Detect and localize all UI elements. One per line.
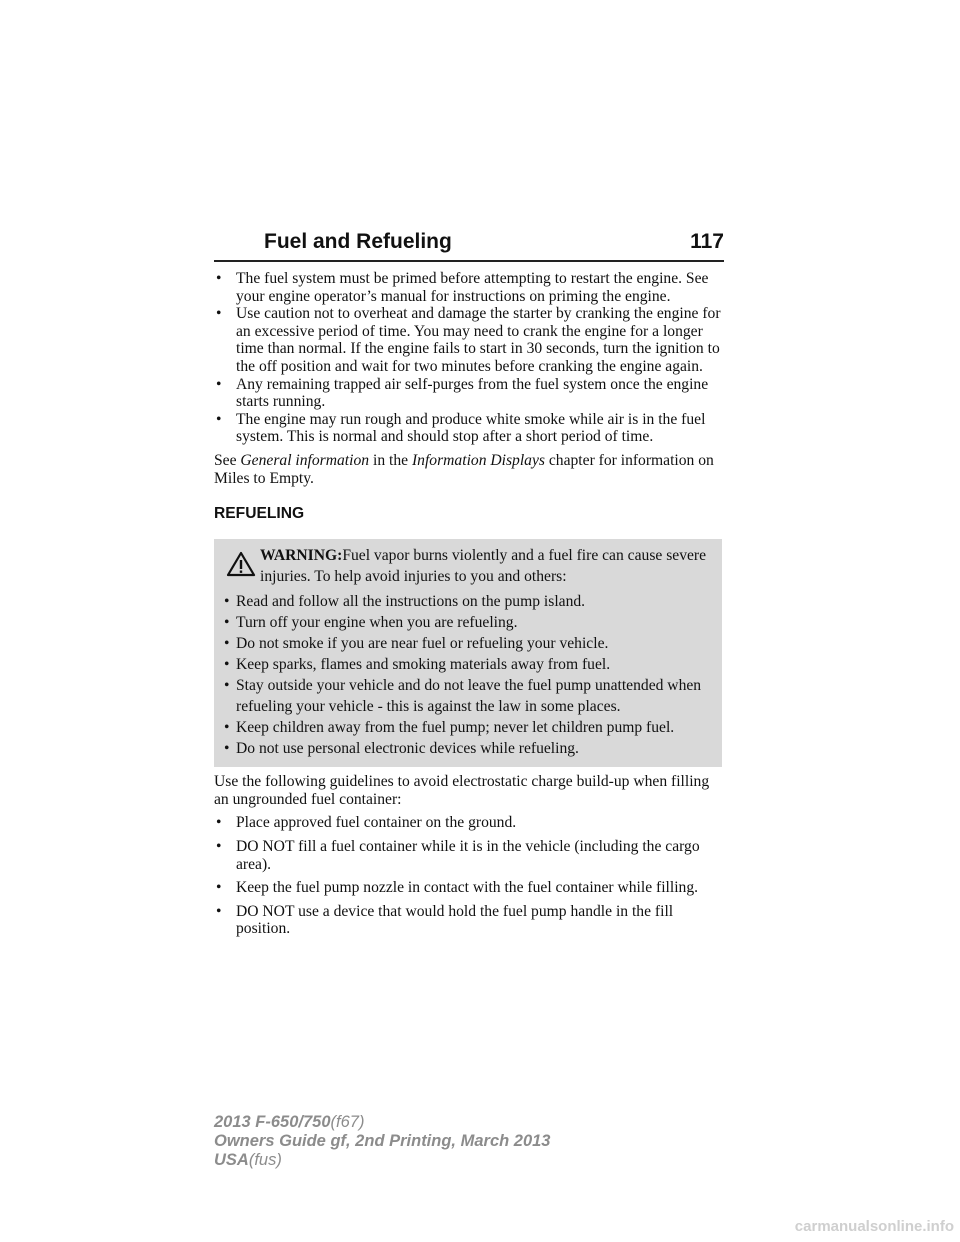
warning-triangle-icon [226,551,256,577]
list-item: • Read and follow all the instructions on the pump island. [224,593,586,611]
list-item: • Do not use personal electronic devices while refueling. [224,740,579,758]
section-heading: REFUELING [214,505,305,523]
warning-box [214,539,722,767]
list-item: • Stay outside your vehicle and do not leave the fuel pump unattended when refueling your vehicle - this is against the law in some places. [224,677,702,716]
watermark: carmanualsonline.info [794,1218,954,1235]
page-header [214,228,724,262]
list-item: • The engine may run rough and produce white smoke while air is in the fuel system. This is normal and should stop after a short period of time. [216,410,706,446]
page-footer [214,1113,551,1170]
warning-label: WARNING: [260,547,343,565]
guidelines-intro: Use the following guidelines to avoid electrostatic charge build-up when filling an ungrounded fuel container: [214,773,710,808]
footer-model-line: 2013 F-650/750(f67) [214,1113,365,1131]
list-item: • Keep children away from the fuel pump; never let children pump fuel. [224,719,675,737]
warning-intro [224,545,712,587]
list-item: • Do not smoke if you are near fuel or refueling your vehicle. [224,635,609,653]
header-rule [214,260,724,262]
list-item: • Any remaining trapped air self-purges from the fuel system once the engine starts running. [216,375,709,411]
reference-general-information: General information [240,451,370,469]
list-item: • DO NOT use a device that would hold the fuel pump handle in the fill position. [216,902,674,938]
warning-list [224,591,712,759]
intro-bullet-list [214,270,726,446]
list-item: • Use caution not to overheat and damage the starter by cranking the engine for an excessive period of time. You may need to crank the engine for a longer time than normal. If the engine fails to start in 30 seconds, turn the ignition to the off position and wait for two minutes before cranking the engine again. [216,305,721,375]
page-content [214,270,726,938]
chapter-title: Fuel and Refueling [264,230,452,253]
list-item: • Keep sparks, flames and smoking materials away from fuel. [224,656,611,674]
footer-market-line: USA(fus) [214,1151,282,1169]
reference-information-displays: Information Displays [411,451,545,469]
list-item: • DO NOT fill a fuel container while it is in the vehicle (including the cargo area). [216,837,700,873]
list-item: • Keep the fuel pump nozzle in contact with the fuel container while filling. [216,879,699,897]
page-number: 117 [690,230,724,253]
guidelines-list [214,814,726,938]
footer-guide-line: Owners Guide gf, 2nd Printing, March 2013 [214,1132,551,1150]
list-item: • Turn off your engine when you are refueling. [224,614,518,632]
see-paragraph: See General information in the Information Displays chapter for information on Miles to Empty. [214,451,714,487]
list-item: • Place approved fuel container on the ground. [216,814,517,832]
warning-text: Fuel vapor burns violently and a fuel fire can cause severe injuries. To help avoid injuries to you and others: [260,547,707,586]
list-item: • The fuel system must be primed before attempting to restart the engine. See your engine operator’s manual for instructions on priming the engine. [216,270,709,305]
